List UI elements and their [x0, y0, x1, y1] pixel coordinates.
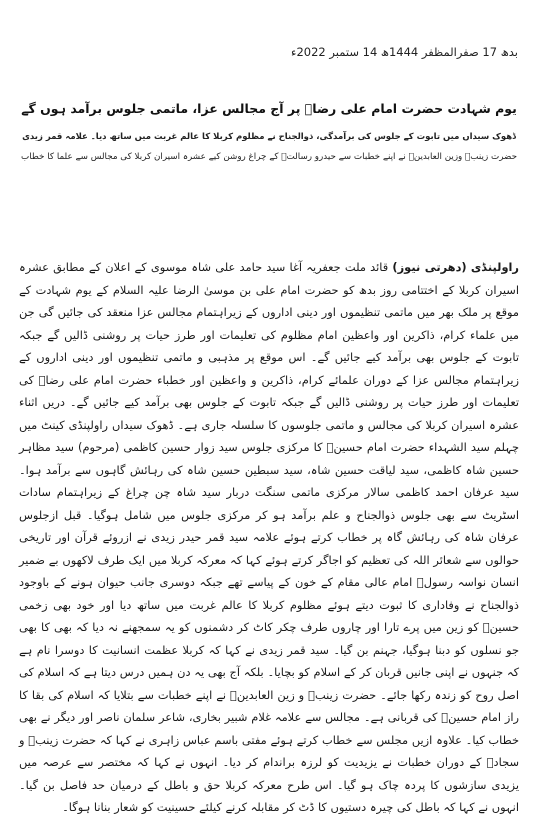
headline: یوم شہادت حضرت امام علی رضاؑ پر آج مجالس عزا، ماتمی جلوس برآمد ہوں گے: [21, 101, 517, 116]
article-body: [19, 256, 519, 814]
article-agency: (دھرتی نیوز): [392, 260, 467, 274]
article-place: راولپنڈی: [470, 260, 519, 274]
dateline: بدھ 17 صفرالمظفر 1444ھ 14 ستمبر 2022ء: [291, 45, 518, 59]
article-text: قائد ملت جعفریہ آغا سید حامد علی شاہ موسوی کے اعلان کے مطابق عشرہ اسیران کربلا کے اختتامی روز بدھ کو حضرت امام علی بن موسیٰ الرضا علیہ السلام کے یوم شہادت کے موقع پر ملک بھر میں ماتمی تنظیموں اور دینی اداروں کے زیراہتمام مجالس عزا منعقد کی جائیں گی جن میں علماء کرام، ذاکرین اور واعظین امام مظلوم کی تعلیمات اور طرز حیات پر روشنی ڈالیں گے جبکہ تابوت کے جلوس بھی برآمد کیے جائیں گے۔ اس موقع پر مذہبی و ماتمی تنظیموں اور دینی اداروں کے زیراہتمام مجالس عزا کے دوران علمائے کرام، ذاکرین و واعظین اور خطباء حضرت امام علی رضاؑ کی تعلیمات اور طرز حیات پر روشنی ڈالیں گے جبکہ تابوت کے جلوس بھی برآمد کیے جائیں گے۔ دریں اثناء عشرہ اسیران کربلا کی مجالس و ماتمی جلوسوں کا سلسلہ جاری ہے۔ ڈھوک سیداں راولپنڈی کینٹ میں چہلم سید الشہداء حضرت امام حسینؑ کا مرکزی جلوس سید زوار حسین کاظمی (مرحوم) سید مظاہر حسین شاہ کاظمی، سید لیاقت حسین شاہ، سید سبطین حسین شاہ کی رہائش گاہوں سے برآمد ہوا۔ سید عرفان احمد کاظمی سالار مرکزی ماتمی سنگت دربار سید شاہ چن چراغ کے زیراہتمام سادات اسٹریٹ سے بھی جلوس ذوالجناح و علم برآمد ہو کر مرکزی جلوس میں شامل ہوگیا۔ قبل ازجلوس عرفان شاہ کی رہائش گاہ پر خطاب کرتے ہوئے علامہ سید قمر حیدر زیدی نے ازروئے قرآن اور تاریخی حوالوں سے شعائر اللہ کی تعظیم کو اجاگر کرتے ہوئے کہا کہ معرکہ کربلا میں ایک طرف لاکھوں بے ضمیر انسان نواسہ رسولؐ امام عالی مقام کے خون کے پیاسے تھے جبکہ دوسری جانب حیوان ہونے کے باوجود ذوالجناح نے وفاداری کا ثبوت دیتے ہوئے مظلوم کربلا کا عالم غربت میں ساتھ دیا اور خود بھی زخمی حسینؑ کو زین میں پرے تارا اور چاروں طرف چکر کاٹ کر دشمنوں کو یہ سمجھنے نہ دیا کہ بھی کا بھی جو نسلوں کو دبنا ہوگیا، جہنم بن گیا۔ سید قمر زیدی نے کہا کہ کربلا عظمت انسانیت کا دوسرا نام ہے کہ جنہوں نے اپنی جانیں قربان کر کے اسلام کو بچایا۔ بلکہ آج بھی یہ دن ہمیں درس دیتا ہے کہ اسلام کی اصل روح کو زندہ رکھا جائے۔ حضرت زینبؑ و زین العابدینؑ نے اپنے خطبات سے بتلایا کہ اسلام کی بقا کا راز امام حسینؑ کی قربانی ہے۔ مجالس سے علامہ غلام شبیر بخاری، شاعر سلمان ناصر اور دیگر نے بھی خطاب کیا۔ علاوہ ازیں مجلس سے خطاب کرتے ہوئے مفتی باسم عباس زاہری نے کہا کہ حضرت زینبؑ و سجادؑ کے دوران خطبات نے یزیدیت کو لرزہ براندام کر دیا۔ انہوں نے کہا کہ مختصر سے عرصہ میں یزیدی سازشوں کا پردہ چاک ہو گیا۔ اس طرح معرکہ کربلا حق و باطل کے درمیان حد فاصل بن گیا۔ انہوں نے کہا کہ باطل کی چیرہ دستیوں کا ڈٹ کر مقابلہ کرنے کیلئے حسینیت کو شعار بنانا ہوگا۔: [19, 260, 519, 814]
subheadline-2: حضرت زینبؑ وزین العابدینؑ نے اپنے خطبات سے حیدرو رسالتؐ کے چراغ روشن کیے عشرہ اسیران کربلا کی مجالس سے علما کا خطاب: [20, 152, 518, 162]
subheadline-1: ڈھوک سیداں میں تابوت کے جلوس کی برآمدگی، ذوالجناح نے مظلوم کربلا کا عالم غربت میں ساتھ دیا۔ علامہ قمر زیدی: [22, 132, 516, 142]
